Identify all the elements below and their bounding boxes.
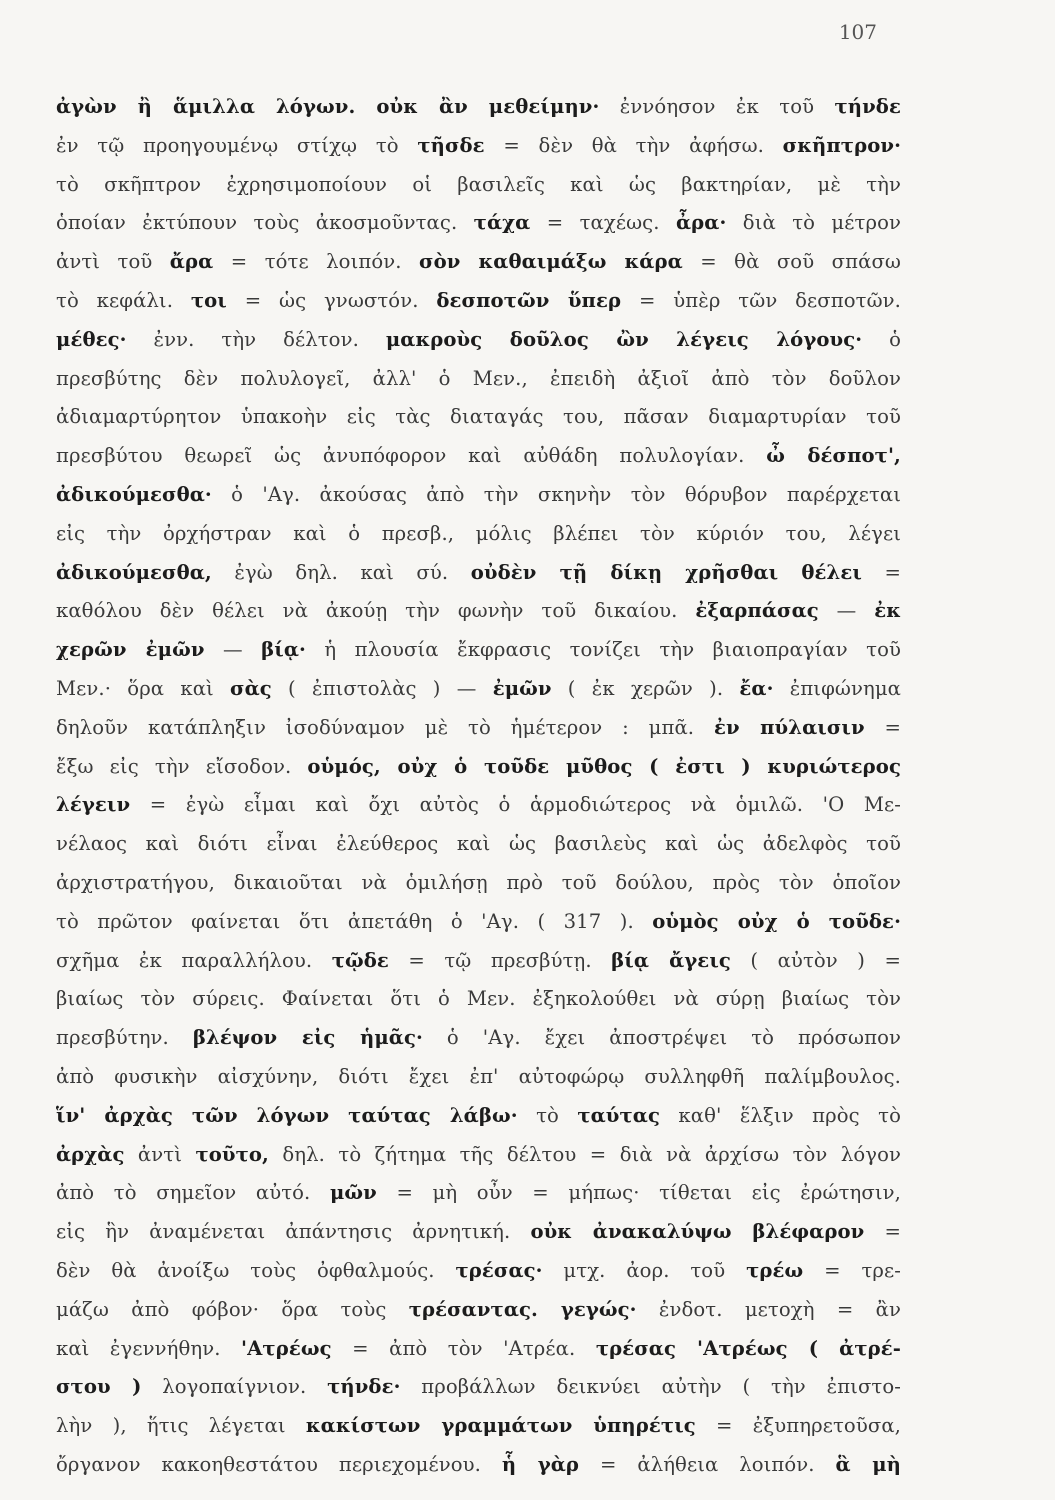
commentary-text: [56, 88, 901, 1485]
gloss-text: δηλ. τὸ ζήτημα τῆς δέλτου = διὰ νὰ ἀρχίσω τὸν λόγον: [268, 1142, 901, 1166]
text-line: [56, 825, 901, 864]
lemma-bold: χερῶν ἐμῶν: [56, 638, 205, 662]
gloss-text: —: [818, 599, 875, 623]
gloss-text: ἐνν. τὴν δέλτον.: [126, 327, 386, 351]
gloss-text: τὸ σκῆπτρον ἐχρησιμοποίουν οἱ βασιλεῖς καὶ ὡς βακτηρίαν, μὲ τὴν: [56, 172, 901, 196]
gloss-text: = τῷ πρεσβύτῃ.: [388, 948, 612, 972]
text-line: [56, 786, 901, 825]
gloss-text: τὸ: [517, 1103, 578, 1127]
gloss-text: ἐγὼ δηλ. καὶ σύ.: [211, 560, 471, 584]
lemma-bold: τρέσαντας. γεγώς·: [408, 1297, 637, 1321]
lemma-bold: ἀγὼν ἢ ἅμιλλα λόγων. οὐκ ἂν μεθείμην·: [56, 95, 600, 118]
gloss-text: = τρε-: [803, 1258, 901, 1282]
gloss-text: = ὡς γνωστόν.: [226, 288, 437, 312]
gloss-text: = ἐγὼ εἶμαι καὶ ὄχι αὐτὸς ὁ ἁρμοδιώτερος νὰ ὁμιλῶ. 'Ο Με-: [130, 793, 901, 817]
gloss-text: μτχ. ἀορ. τοῦ: [542, 1258, 747, 1282]
gloss-text: ὄργανον κακοηθεστάτου περιεχομένου.: [56, 1452, 502, 1476]
gloss-text: ἀντὶ: [124, 1142, 196, 1166]
text-line: [56, 1330, 901, 1369]
gloss-text: βιαίως τὸν σύρεις. Φαίνεται ὅτι ὁ Μεν. ἐξηκολούθει νὰ σύρῃ βιαίως τὸν: [56, 987, 901, 1011]
gloss-text: λὴν ), ἥτις λέγεται: [56, 1414, 306, 1438]
text-line: [56, 88, 901, 127]
gloss-text: ἐνδοτ. μετοχὴ = ἂν: [636, 1297, 901, 1321]
gloss-text: νέλαος καὶ διότι εἶναι ἐλεύθερος καὶ ὡς βασιλεὺς καὶ ὡς ἀδελφὸς τοῦ: [56, 832, 901, 856]
gloss-text: προβάλλων δεικνύει αὐτὴν ( τὴν ἐπιστο-: [400, 1375, 901, 1399]
gloss-text: ἀδιαμαρτύρητον ὑπακοὴν εἰς τὰς διαταγάς του, πᾶσαν διαμαρτυρίαν τοῦ: [56, 405, 901, 429]
lemma-bold: ἀδικούμεσθα·: [56, 482, 212, 506]
lemma-bold: μέθες·: [56, 327, 127, 351]
gloss-text: λογοπαίγνιον.: [141, 1375, 328, 1399]
gloss-text: ὁ 'Αγ. ἔχει ἀποστρέψει τὸ πρόσωπον: [422, 1026, 901, 1050]
text-line: [56, 1058, 901, 1097]
text-line: [56, 942, 901, 981]
text-line: [56, 243, 901, 282]
gloss-text: Μεν.· ὅρα καὶ: [56, 676, 231, 700]
gloss-text: ὁ: [862, 327, 901, 351]
lemma-bold: τοῦτο,: [195, 1142, 269, 1166]
lemma-bold: ἵν' ἀρχὰς τῶν λόγων ταύτας λάβω·: [56, 1103, 518, 1127]
gloss-text: ἐπιφώνημα: [773, 676, 901, 700]
text-line: [56, 1213, 901, 1252]
text-line: [56, 476, 901, 515]
lemma-bold: σκῆπτρον·: [782, 133, 901, 157]
text-line: [56, 1019, 901, 1058]
gloss-text: ( αὐτὸν ) =: [730, 948, 901, 972]
lemma-bold: οὐκ ἀνακαλύψω βλέφαρον: [530, 1220, 865, 1244]
text-line: [56, 204, 901, 243]
text-line: [56, 360, 901, 399]
text-line: [56, 1291, 901, 1330]
text-line: [56, 864, 901, 903]
gloss-text: πρεσβύτην.: [56, 1026, 193, 1050]
gloss-text: ἀπὸ φυσικὴν αἰσχύνην, διότι ἔχει ἐπ' αὐτοφώρῳ συλληφθῆ παλίμβουλος.: [56, 1064, 901, 1088]
text-line: [56, 1252, 901, 1291]
gloss-text: = ἐξυπηρετοῦσα,: [695, 1414, 901, 1438]
lemma-bold: βίᾳ ἄγεις: [611, 948, 731, 972]
lemma-bold: ἔα·: [739, 676, 774, 700]
gloss-text: πρεσβύτης δὲν πολυλογεῖ, ἀλλ' ὁ Μεν., ἐπειδὴ ἀξιοῖ ἀπὸ τὸν δοῦλον: [56, 366, 901, 390]
gloss-text: δὲν θὰ ἀνοίξω τοὺς ὀφθαλμούς.: [56, 1258, 456, 1282]
lemma-bold: τρέσας 'Ατρέως ( ἀτρέ-: [595, 1336, 901, 1360]
gloss-text: ἀντὶ τοῦ: [56, 250, 170, 274]
lemma-bold: βλέψον εἰς ἡμᾶς·: [192, 1026, 423, 1050]
lemma-bold: οὑμὸς οὐχ ὁ τοῦδε·: [652, 909, 901, 933]
gloss-text: ( ἐκ χερῶν ).: [551, 676, 740, 700]
gloss-text: =: [864, 1220, 901, 1244]
gloss-text: = τότε λοιπόν.: [213, 250, 420, 274]
gloss-text: ὁποίαν ἐκτύπουν τοὺς ἀκοσμοῦντας.: [56, 211, 474, 235]
lemma-bold: ἐμῶν: [492, 676, 552, 700]
text-line: [56, 1407, 901, 1446]
text-line: [56, 592, 901, 631]
gloss-text: = μὴ οὖν = μήπως· τίθεται εἰς ἐρώτησιν,: [376, 1181, 901, 1205]
lemma-bold: τάχα: [473, 211, 531, 235]
gloss-text: δηλοῦν κατάπληξιν ἰσοδύναμον μὲ τὸ ἡμέτερον : μπᾶ.: [56, 715, 714, 739]
gloss-text: ἐννόησον ἐκ τοῦ: [599, 95, 835, 118]
gloss-text: ἀπὸ τὸ σημεῖον αὐτό.: [56, 1181, 330, 1205]
text-line: [56, 631, 901, 670]
lemma-bold: κακίστων γραμμάτων ὑπηρέτις: [305, 1414, 696, 1438]
lemma-bold: οὐδὲν τῇ δίκῃ χρῆσθαι θέλει: [470, 560, 862, 584]
lemma-bold: ἐκ: [874, 599, 901, 623]
lemma-bold: σὰς: [230, 676, 272, 700]
gloss-text: ὁ 'Αγ. ἀκούσας ἀπὸ τὴν σκηνὴν τὸν θόρυβον παρέρχεται: [211, 482, 901, 506]
text-line: [56, 1446, 901, 1485]
gloss-text: =: [861, 560, 901, 584]
lemma-bold: τρέσας·: [455, 1258, 543, 1282]
lemma-bold: δεσποτῶν ὕπερ: [436, 288, 622, 312]
gloss-text: πρεσβύτου θεωρεῖ ὡς ἀνυπόφορον καὶ αὐθάδη πολυλογίαν.: [56, 444, 767, 468]
lemma-bold: ταύτας: [577, 1103, 660, 1127]
gloss-text: ἡ πλουσία ἔκφρασις τονίζει τὴν βιαιοπραγίαν τοῦ: [305, 638, 901, 662]
gloss-text: εἰς τὴν ὀρχήστραν καὶ ὁ πρεσβ., μόλις βλέπει τὸν κύριόν του, λέγει: [56, 521, 901, 545]
lemma-bold: ἀρχὰς: [56, 1142, 125, 1166]
gloss-text: —: [204, 638, 262, 662]
gloss-text: =: [864, 715, 901, 739]
text-line: [56, 1174, 901, 1213]
lemma-bold: ἐξαρπάσας: [695, 599, 819, 623]
text-line: [56, 1097, 901, 1136]
text-line: [56, 554, 901, 593]
lemma-bold: ἄρα: [169, 250, 214, 274]
page-number: 107: [838, 20, 877, 44]
gloss-text: τὸ κεφάλι.: [56, 288, 191, 312]
text-line: [56, 166, 901, 205]
text-line: [56, 515, 901, 554]
gloss-text: σχῆμα ἐκ παραλλήλου.: [56, 948, 332, 972]
gloss-text: = ἀλήθεια λοιπόν.: [579, 1452, 836, 1476]
lemma-bold: ἧ γὰρ: [501, 1452, 580, 1476]
lemma-bold: στου ): [56, 1375, 142, 1399]
lemma-bold: μῶν: [329, 1181, 377, 1205]
text-line: [56, 903, 901, 942]
text-line: [56, 709, 901, 748]
lemma-bold: τήνδε: [834, 95, 901, 118]
text-line: [56, 127, 901, 166]
lemma-bold: ἆρα·: [675, 211, 727, 235]
lemma-bold: ἀδικούμεσθα,: [56, 560, 212, 584]
gloss-text: = θὰ σοῦ σπάσω: [682, 250, 901, 274]
gloss-text: ἔξω εἰς τὴν εἴσοδον.: [56, 754, 308, 778]
gloss-text: καὶ ἐγεννήθην.: [56, 1336, 242, 1360]
gloss-text: ἐν τῷ προηγουμένῳ στίχῳ τὸ: [56, 133, 418, 157]
lemma-bold: τῷδε: [331, 948, 389, 972]
gloss-text: τὸ πρῶτον φαίνεται ὅτι ἀπετάθη ὁ 'Αγ. ( 317 ).: [56, 909, 653, 933]
gloss-text: ἀρχιστρατήγου, δικαιοῦται νὰ ὁμιλήσῃ πρὸ τοῦ δούλου, πρὸς τὸν ὁποῖον: [56, 870, 901, 894]
lemma-bold: οὑμός, οὐχ ὁ τοῦδε μῦθος ( ἐστι ) κυριώτερος: [307, 754, 901, 778]
text-line: [56, 670, 901, 709]
gloss-text: = ἀπὸ τὸν 'Ατρέα.: [331, 1336, 596, 1360]
lemma-bold: ἐν πύλαισιν: [713, 715, 865, 739]
lemma-bold: τῆσδε: [417, 133, 485, 157]
text-line: [56, 980, 901, 1019]
lemma-bold: ἃ μὴ: [835, 1452, 901, 1476]
lemma-bold: ὦ δέσποτ',: [766, 444, 901, 468]
lemma-bold: τήνδε·: [327, 1375, 401, 1399]
gloss-text: = ταχέως.: [530, 211, 676, 235]
lemma-bold: βίᾳ·: [261, 638, 306, 662]
text-line: [56, 398, 901, 437]
text-line: [56, 437, 901, 476]
text-line: [56, 1368, 901, 1407]
lemma-bold: 'Ατρέως: [241, 1336, 332, 1360]
lemma-bold: σὸν καθαιμάξω κάρα: [419, 250, 683, 274]
lemma-bold: μακροὺς δοῦλος ὢν λέγεις λόγους·: [385, 327, 863, 351]
gloss-text: μάζω ἀπὸ φόβον· ὅρα τοὺς: [56, 1297, 409, 1321]
lemma-bold: λέγειν: [56, 793, 131, 817]
lemma-bold: τρέω: [746, 1258, 804, 1282]
gloss-text: = ὑπὲρ τῶν δεσποτῶν.: [621, 288, 901, 312]
gloss-text: εἰς ἣν ἀναμένεται ἀπάντησις ἀρνητική.: [56, 1220, 531, 1244]
text-line: [56, 321, 901, 360]
gloss-text: ( ἐπιστολὰς ) —: [271, 676, 493, 700]
gloss-text: καθόλου δὲν θέλει νὰ ἀκούῃ τὴν φωνὴν τοῦ δικαίου.: [56, 599, 696, 623]
lemma-bold: τοι: [190, 288, 227, 312]
gloss-text: διὰ τὸ μέτρον: [726, 211, 901, 235]
text-line: [56, 282, 901, 321]
gloss-text: = δὲν θὰ τὴν ἀφήσω.: [484, 133, 783, 157]
text-line: [56, 1136, 901, 1175]
gloss-text: καθ' ἕλξιν πρὸς τὸ: [660, 1103, 901, 1127]
text-line: [56, 748, 901, 787]
